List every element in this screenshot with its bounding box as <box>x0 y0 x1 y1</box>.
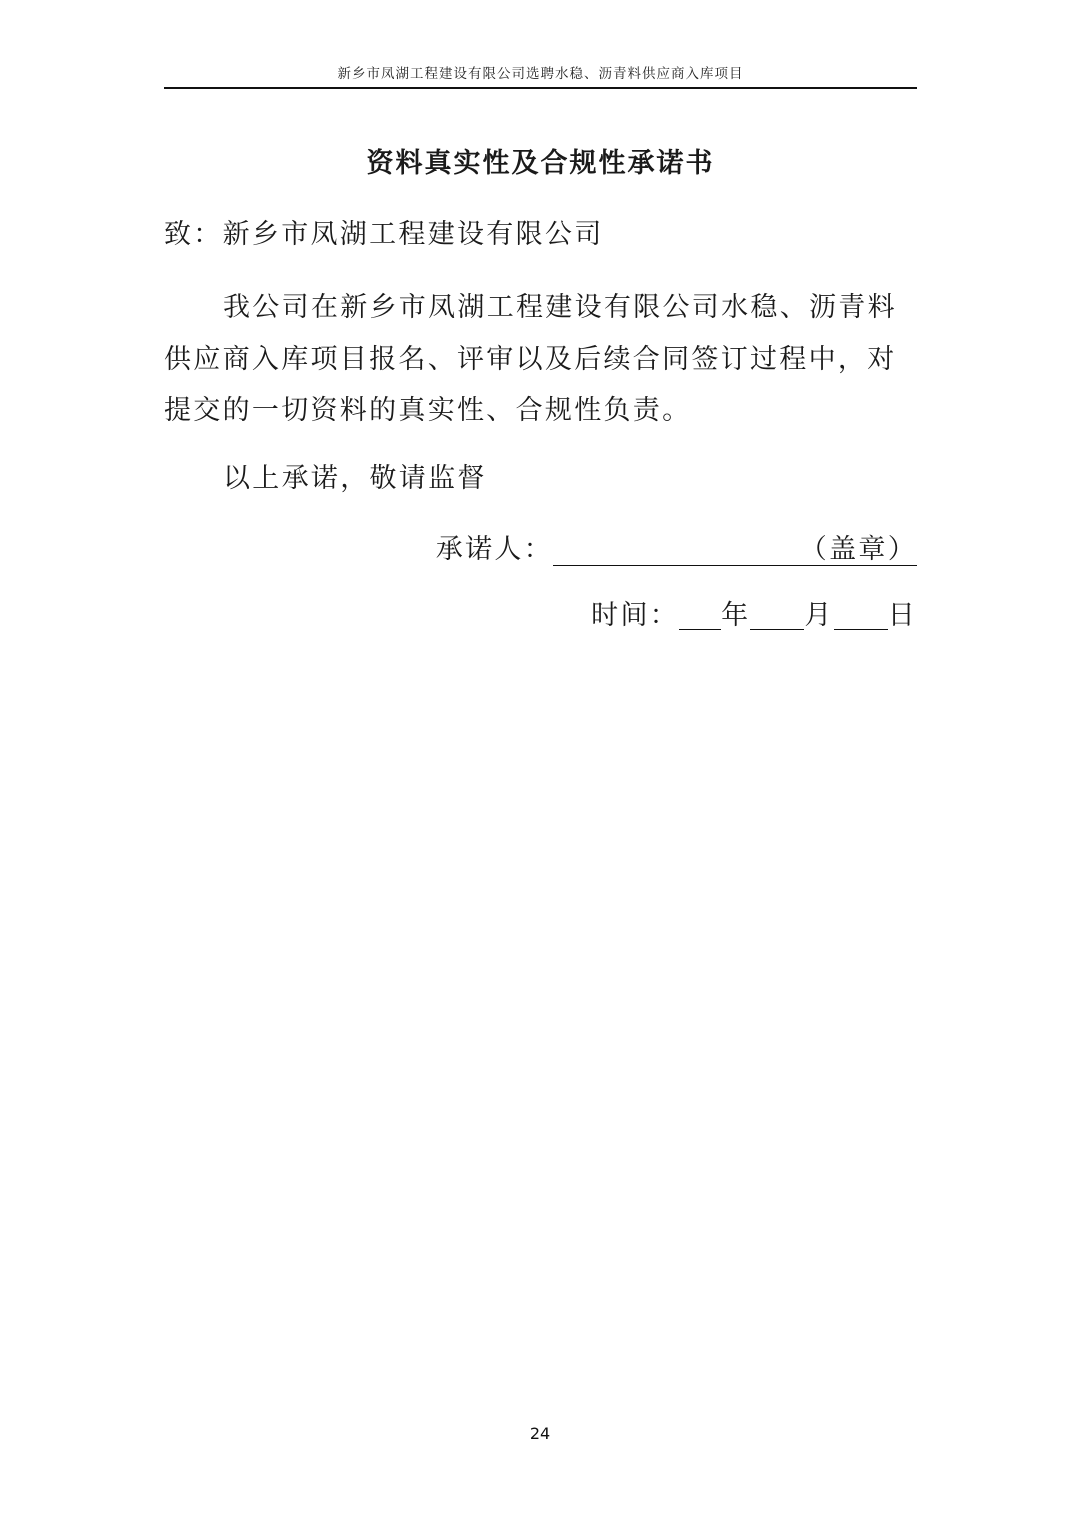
body-paragraph-line-3: 提交的一切资料的真实性、合规性负责。 <box>164 395 692 426</box>
day-unit: 日 <box>887 600 917 631</box>
document-title: 资料真实性及合规性承诺书 <box>366 148 715 179</box>
addressee-line: 致：新乡市凤湖工程建设有限公司 <box>164 219 604 250</box>
promisor-label: 承诺人： <box>435 534 553 565</box>
body-paragraph-line-2: 供应商入库项目报名、评审以及后续合同签订过程中，对 <box>164 344 897 375</box>
year-blank <box>679 595 721 630</box>
body-paragraph-line-1: 我公司在新乡市凤湖工程建设有限公司水稳、沥青料 <box>223 292 897 323</box>
running-header: 新乡市凤湖工程建设有限公司选聘水稳、沥青料供应商入库项目 <box>337 66 744 82</box>
seal-note: （盖章） <box>799 534 917 565</box>
day-blank <box>834 595 888 630</box>
date-row <box>591 589 917 643</box>
page-number: 24 <box>529 1424 551 1443</box>
promisor-signature-row <box>436 523 917 577</box>
date-label: 时间： <box>591 600 680 631</box>
header-divider <box>164 87 917 89</box>
closing-line: 以上承诺，敬请监督 <box>223 463 487 494</box>
year-unit: 年 <box>721 600 751 631</box>
month-blank <box>750 595 804 630</box>
promisor-signature-blank <box>553 527 917 566</box>
month-unit: 月 <box>804 600 834 631</box>
